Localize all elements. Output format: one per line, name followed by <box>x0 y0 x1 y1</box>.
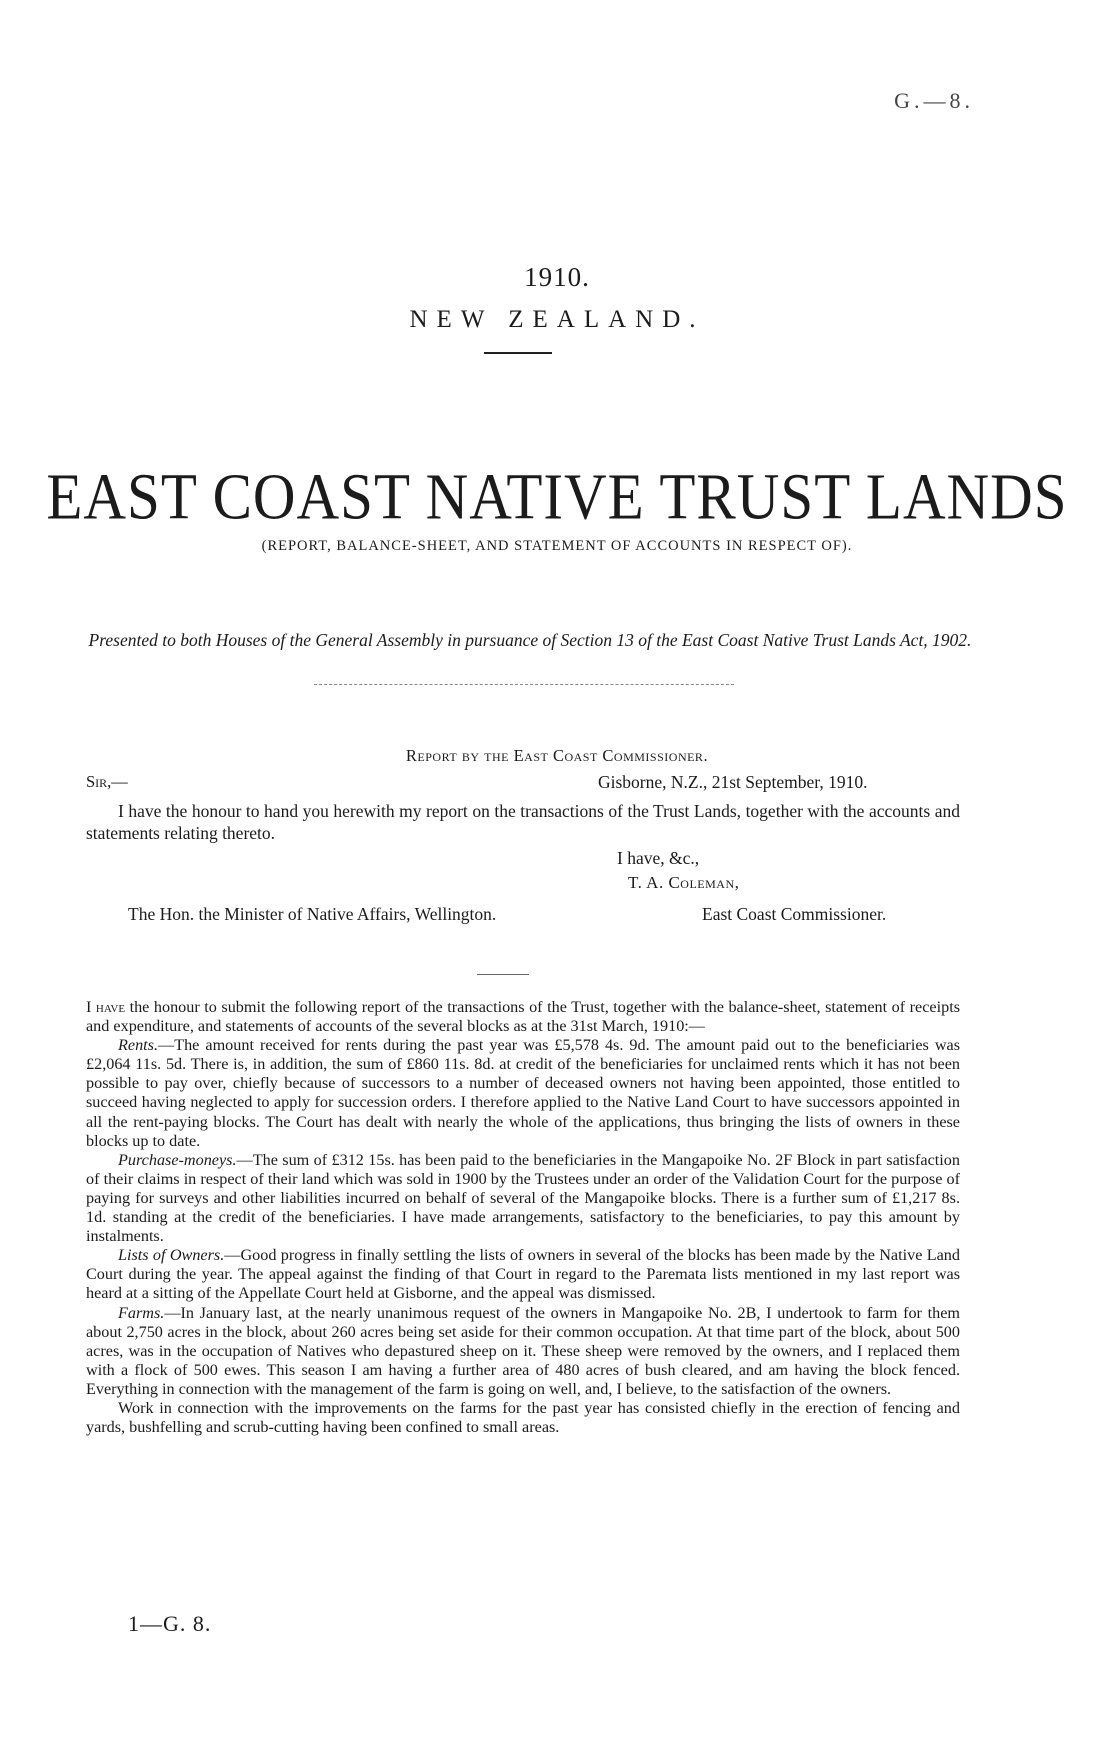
letter-paragraph: I have the honour to hand you herewith my report on the transactions of the Trust Lands, together with the accounts and statements relating thereto. <box>86 801 960 843</box>
salutation: Sir,— <box>86 772 128 791</box>
page-reference: G.—8. <box>894 88 974 113</box>
rents-label: Rents. <box>118 1036 159 1055</box>
owners-text: —Good progress in finally settling the lists of owners in several of the blocks has been made by the Native Land Court during the year. The appeal against the finding of that Court in regard to the Paremata lists mentioned in my last report was heard at a sitting of the Appellate Court held at Gisborne, and the appeal was dismissed. <box>86 1246 960 1303</box>
document-subtitle: (REPORT, BALANCE-SHEET, AND STATEMENT OF ACCOUNTS IN RESPECT OF). <box>261 538 853 554</box>
rents-text: —The amount received for rents during the past year was £5,578 4s. 9d. The amount paid out to the beneficiaries was £2,064 11s. 5d. There is, in addition, the sum of £860 11s. 8d. at credit of the beneficiaries for unclaimed rents which it has not been possible to pay over, chiefly because of successors to a number of deceased owners not having been appointed, those entitled to succeed having neglected to apply for succession orders. I therefore applied to the Native Land Court to have successors appointed in all the rent-paying blocks. The Court has dealt with nearly the whole of the applications, thus bringing the lists of owners in these blocks up to date. <box>86 1036 960 1150</box>
signer-name: T. A. Coleman, <box>628 873 740 892</box>
farms-text: —In January last, at the nearly unanimous request of the owners in Mangapoike No. 2B, I undertook to farm for them about 2,750 acres in the block, about 260 acres being set aside for their common occupation. At that time part of the block, about 500 acres, was in the occupation of Natives who depastured sheep on it. These sheep were removed by the owners, and I replaced them with a flock of 500 ewes. This season I am having a further area of 480 acres of bush cleared, and am having the block fenced. Everything in connection with the management of the farm is going on well, and, I believe, to the satisfaction of the owners. <box>86 1303 960 1398</box>
work-paragraph: Work in connection with the improvements on the farms for the past year has consisted chiefly in the erection of fencing and yards, bushfelling and scrub-cutting having been confined to small areas. <box>86 1398 960 1437</box>
intro-paragraph <box>86 998 960 1036</box>
addressee: The Hon. the Minister of Native Affairs, Wellington. <box>128 904 497 924</box>
letter-heading: Report by the East Coast Commissioner. <box>405 746 709 765</box>
purchase-label: Purchase-moneys. <box>118 1150 237 1169</box>
presentation-note: Presented to both Houses of the General Assembly in pursuance of Section 13 of the East Coast Native Trust Lands Act, 1902. <box>88 630 972 650</box>
intro-lead: I have <box>86 998 126 1016</box>
place-date: Gisborne, N.Z., 21st September, 1910. <box>598 772 868 792</box>
rents-paragraph <box>86 1036 960 1151</box>
divider-rule <box>484 352 552 354</box>
signer-title: East Coast Commissioner. <box>702 904 887 924</box>
purchase-paragraph <box>86 1151 960 1246</box>
country-heading: NEW ZEALAND. <box>409 306 705 333</box>
owners-label: Lists of Owners. <box>118 1246 225 1265</box>
report-body <box>86 998 960 1437</box>
intro-text: the honour to submit the following report of the transactions of the Trust, together with the balance-sheet, statement of receipts and expenditure, and statements of accounts of the several blocks as at the 31st March, 1910:— <box>86 998 960 1036</box>
document-year: 1910. <box>524 262 590 292</box>
purchase-text: —The sum of £312 15s. has been paid to the beneficiaries in the Mangapoike No. 2F Block in part satisfaction of their claims in respect of their land which was sold in 1900 by the Trustees under an order of the Validation Court for the purpose of paying for surveys and other liabilities incurred on behalf of several of the Mangapoike blocks. There is a further sum of £1,217 8s. 1d. standing at the credit of the beneficiaries. I have made arrangements, satisfactory to the beneficiaries, to pay this amount by instalments. <box>86 1150 960 1246</box>
document-title: EAST COAST NATIVE TRUST LANDS <box>46 458 1068 533</box>
signature-mark: 1—G. 8. <box>128 1611 212 1636</box>
farms-label: Farms. <box>118 1303 165 1322</box>
farms-paragraph <box>86 1304 960 1399</box>
divider-rule <box>314 684 734 685</box>
letter-closing: I have, &c., <box>617 848 700 868</box>
owners-paragraph <box>86 1246 960 1303</box>
divider-rule <box>477 974 529 975</box>
